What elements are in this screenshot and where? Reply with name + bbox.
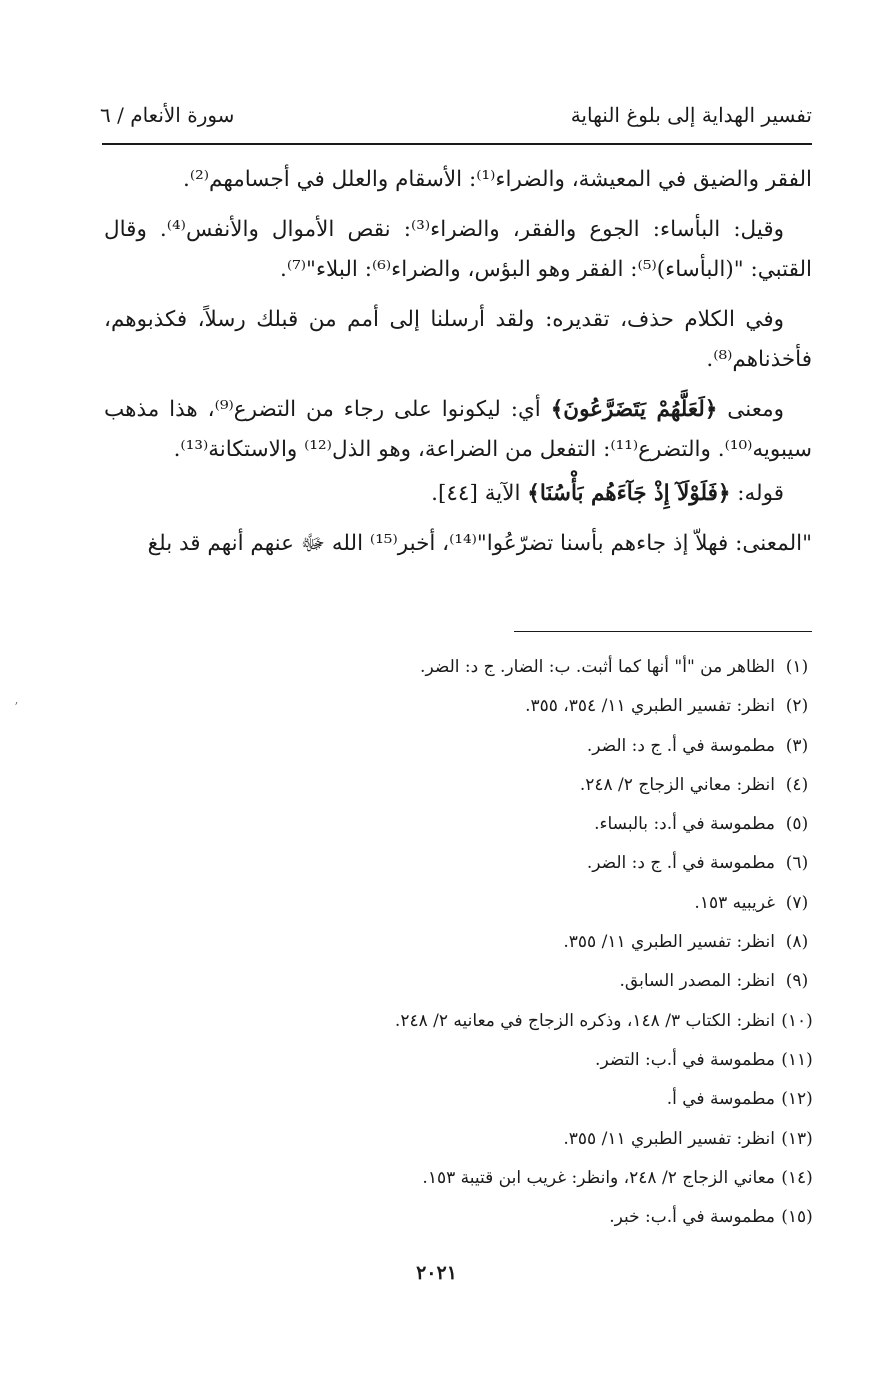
footnote-number: (٢) (785, 696, 809, 717)
footnote-text: مطموسة في أ. ج د: الضر. (586, 735, 775, 756)
footnote-text: مطموسة في أ. ج د: الضر. (586, 853, 775, 874)
paragraph-4-rest: أي: ليكونوا على رجاء من التضرع⁽⁹⁾، هذا مذهب سيبويه⁽¹⁰⁾. والتضرع⁽¹¹⁾: التفعل من الضراعة، وهو الذل⁽¹²⁾ والاستكانة⁽¹³⁾. (104, 397, 812, 462)
paragraph-2: وقيل: البأساء: الجوع والفقر، والضراء⁽³⁾: نقص الأموال والأنفس⁽⁴⁾. وقال القتبي: "(البأساء)⁽⁵⁾: الفقر وهو البؤس، والضراء⁽⁶⁾: البلاء"⁽⁷⁾. (104, 217, 812, 282)
footnote-text: مطموسة في أ.د: بالبساء. (594, 814, 775, 835)
footnote-9 (259, 962, 819, 1001)
footnote-text: انظر: تفسير الطبري ١١/ ٣٥٤، ٣٥٥. (525, 696, 775, 717)
footnote-7 (259, 884, 819, 923)
footnote-2 (259, 687, 819, 726)
footnote-number: (٤) (785, 774, 809, 795)
main-text (104, 160, 812, 574)
header-rule (102, 143, 812, 145)
paragraph-5-intro: قوله: (730, 481, 784, 506)
paragraph-4 (104, 390, 812, 470)
paragraph-5 (104, 474, 812, 514)
margin-mark: ʼ (14, 700, 18, 714)
footnote-number: (١١) (781, 1049, 813, 1070)
footnote-number: (١٠) (781, 1010, 813, 1031)
footnote-number: (١٥) (781, 1207, 813, 1228)
paragraph-5-rest: الآية [٤٤]. (431, 481, 528, 506)
paragraph-4-intro: ومعنى (727, 397, 784, 422)
footnote-10 (259, 1002, 819, 1041)
footnote-number: (٨) (785, 932, 809, 953)
footnote-11 (259, 1041, 819, 1080)
footnote-5 (259, 805, 819, 844)
footnote-4 (259, 766, 819, 805)
footnote-number: (٧) (785, 892, 809, 913)
footnote-6 (259, 844, 819, 883)
page-number: ٢٠٢١ (416, 1262, 457, 1284)
footnote-text: انظر: تفسير الطبري ١١/ ٣٥٥. (563, 932, 775, 953)
footnote-text: انظر: تفسير الطبري ١١/ ٣٥٥. (563, 1128, 775, 1149)
footnote-13 (259, 1120, 819, 1159)
footnote-text: انظر: الكتاب ٣/ ١٤٨، وذكره الزجاج في معانيه ٢/ ٢٤٨. (394, 1010, 775, 1031)
footnote-text: مطموسة في أ. (666, 1089, 775, 1110)
footnotes (259, 648, 819, 1237)
footnote-number: (١٢) (781, 1089, 813, 1110)
footnote-3 (259, 727, 819, 766)
footnote-number: (١٤) (781, 1167, 813, 1188)
footnote-text: انظر: المصدر السابق. (619, 971, 775, 992)
surah-label: سورة الأنعام / ٦ (100, 103, 235, 127)
footnote-number: (١) (785, 657, 809, 677)
footnote-8 (259, 923, 819, 962)
book-title: تفسير الهداية إلى بلوغ النهاية (570, 103, 812, 127)
paragraph-1: الفقر والضيق في المعيشة، والضراء⁽¹⁾: الأسقام والعلل في أجسامهم⁽²⁾. (182, 167, 812, 192)
footnote-text: مطموسة في أ.ب: التضر. (595, 1049, 775, 1070)
footnote-14 (259, 1159, 819, 1198)
footnotes-rule (514, 631, 812, 632)
footnote-number: (٥) (785, 814, 809, 835)
footnote-number: (١٣) (781, 1128, 813, 1149)
quran-verse: ﴿لَعَلَّهُمْ يَتَضَرَّعُونَ﴾ (550, 397, 718, 422)
footnote-number: (٣) (785, 735, 809, 756)
footnote-text: غريبيه ١٥٣. (694, 892, 775, 913)
paragraph-6: "المعنى: فهلاّ إذ جاءهم بأسنا تضرّعُوا"⁽¹⁴⁾، أخبر⁽¹⁵⁾ الله ﷻ عنهم أنهم قد بلغ (147, 531, 812, 556)
running-header (100, 100, 812, 130)
footnote-text: انظر: معاني الزجاج ٢/ ٢٤٨. (579, 774, 775, 795)
paragraph-3: وفي الكلام حذف، تقديره: ولقد أرسلنا إلى أمم من قبلك رسلاً، فكذبوهم، فأخذناهم⁽⁸⁾. (104, 307, 812, 372)
footnote-number: (٩) (785, 971, 809, 992)
footnote-text: الظاهر من "أ" أنها كما أثبت. ب: الضار. ج د: الضر. (420, 657, 775, 677)
footnote-number: (٦) (785, 853, 809, 874)
footnote-text: مطموسة في أ.ب: خبر. (609, 1207, 775, 1228)
quran-verse: ﴿فَلَوْلَآ إِذْ جَآءَهُم بَأْسُنَا﴾ (527, 481, 731, 506)
footnote-1 (259, 648, 819, 687)
footnote-text: معاني الزجاج ٢/ ٢٤٨، وانظر: غريب ابن قتيبة ١٥٣. (422, 1167, 775, 1188)
footnote-15 (259, 1198, 819, 1237)
footnote-12 (259, 1080, 819, 1119)
